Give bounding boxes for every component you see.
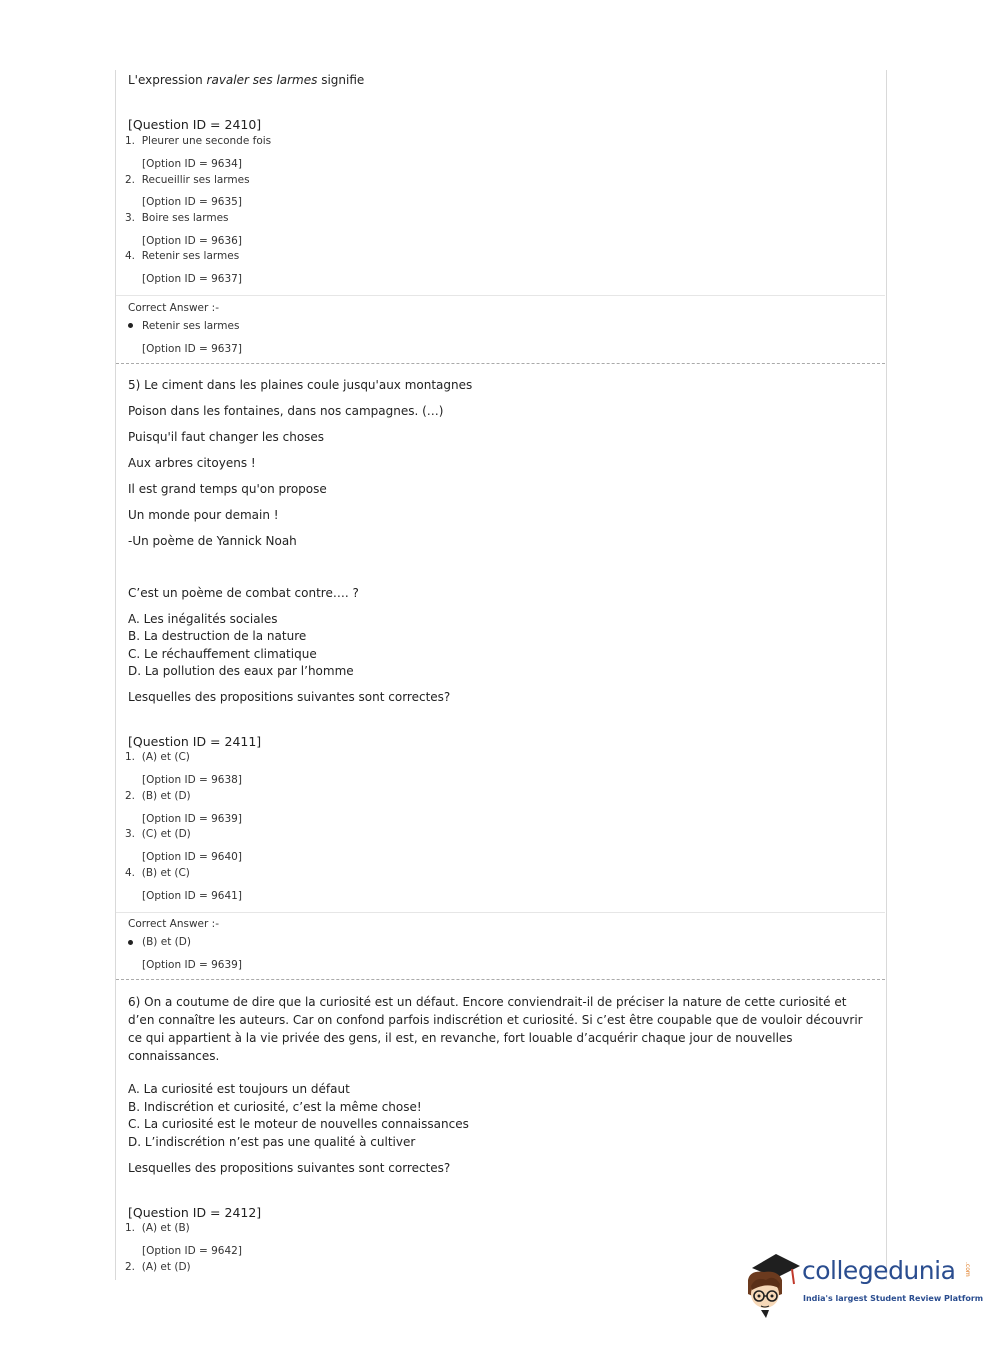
question-separator: [116, 979, 885, 980]
q4-correct-label: Correct Answer :-: [128, 302, 219, 314]
q6-statement-b: B. Indiscrétion et curiosité, c’est la même chose!: [128, 1100, 422, 1114]
q5-correct-label: Correct Answer :-: [128, 918, 219, 930]
q6-option-2: 2. (A) et (D): [125, 1261, 191, 1273]
q4-stem-prefix: L'expression: [128, 73, 207, 87]
q5-poem-author: -Un poème de Yannick Noah: [128, 534, 297, 548]
mascot-icon: [742, 1250, 802, 1320]
q6-prompt: Lesquelles des propositions suivantes sont correctes?: [128, 1161, 451, 1175]
q5-option-2: 2. (B) et (D): [125, 790, 191, 802]
q5-option-3: 3. (C) et (D): [125, 828, 191, 840]
q4-stem: [128, 73, 364, 87]
q4-option-1-id: [Option ID = 9634]: [142, 158, 242, 170]
q5-answer-divider: [116, 912, 885, 913]
q5-option-1: 1. (A) et (C): [125, 751, 190, 763]
q5-statement-a: A. Les inégalités sociales: [128, 612, 278, 626]
q5-question-id: [Question ID = 2411]: [128, 734, 262, 749]
q5-correct-id: [Option ID = 9639]: [142, 959, 242, 971]
q5-option-4-id: [Option ID = 9641]: [142, 890, 242, 902]
q6-statement-c: C. La curiosité est le moteur de nouvelles connaissances: [128, 1117, 469, 1131]
q5-poem-line-5: Il est grand temps qu'on propose: [128, 482, 327, 496]
q5-poem-line-6: Un monde pour demain !: [128, 508, 279, 522]
q5-bullet-icon: [128, 940, 133, 945]
q5-poem-line-3: Puisqu'il faut changer les choses: [128, 430, 325, 444]
logo-domain: .com: [964, 1262, 971, 1277]
q5-statement-b: B. La destruction de la nature: [128, 629, 307, 643]
q4-bullet-icon: [128, 323, 133, 328]
q5-correct-text: (B) et (D): [142, 936, 191, 948]
q5-option-4: 4. (B) et (C): [125, 867, 190, 879]
q5-question: C’est un poème de combat contre…. ?: [128, 586, 359, 600]
q5-poem-line-4: Aux arbres citoyens !: [128, 456, 256, 470]
q5-poem-line-1: 5) Le ciment dans les plaines coule jusqu'aux montagnes: [128, 378, 473, 392]
q4-answer-divider: [116, 295, 885, 296]
q5-option-1-id: [Option ID = 9638]: [142, 774, 242, 786]
q4-correct-id: [Option ID = 9637]: [142, 343, 242, 355]
q6-question-id: [Question ID = 2412]: [128, 1205, 262, 1220]
q5-option-2-id: [Option ID = 9639]: [142, 813, 242, 825]
q4-stem-italic: ravaler ses larmes: [206, 73, 318, 87]
q6-option-1-id: [Option ID = 9642]: [142, 1245, 242, 1257]
q4-option-4: 4. Retenir ses larmes: [125, 250, 240, 262]
q4-option-3: 3. Boire ses larmes: [125, 212, 229, 224]
logo-wordmark: collegedunia: [802, 1256, 956, 1285]
q4-option-3-id: [Option ID = 9636]: [142, 235, 242, 247]
q4-option-2: 2. Recueillir ses larmes: [125, 174, 250, 186]
q4-question-id: [Question ID = 2410]: [128, 117, 262, 132]
q4-correct-text: Retenir ses larmes: [142, 320, 240, 332]
q6-option-1: 1. (A) et (B): [125, 1222, 190, 1234]
q6-statement-d: D. L’indiscrétion n’est pas une qualité à cultiver: [128, 1135, 416, 1149]
q5-option-3-id: [Option ID = 9640]: [142, 851, 242, 863]
q6-statement-a: A. La curiosité est toujours un défaut: [128, 1082, 350, 1096]
q6-passage: 6) On a coutume de dire que la curiosité est un défaut. Encore conviendrait-il de préciser la nature de cette curiosité et d’en connaître les auteurs. Car on confond parfois indiscrétion et curiosité. Si c’est être coupable que de vouloir découvrir ce qui appartient à la vie privée des gens, il est, en revanche, fort louable d’acquérir chaque jour de nouvelles connaissances.: [128, 995, 863, 1063]
question-separator: [116, 363, 885, 364]
q5-statement-c: C. Le réchauffement climatique: [128, 647, 317, 661]
q5-statement-d: D. La pollution des eaux par l’homme: [128, 664, 354, 678]
q5-poem-line-2: Poison dans les fontaines, dans nos campagnes. (…): [128, 404, 444, 418]
collegedunia-logo[interactable]: [742, 1250, 984, 1320]
q4-option-4-id: [Option ID = 9637]: [142, 273, 242, 285]
q5-prompt: Lesquelles des propositions suivantes sont correctes?: [128, 690, 451, 704]
q4-stem-suffix: signifie: [317, 73, 365, 87]
q4-option-2-id: [Option ID = 9635]: [142, 196, 242, 208]
q4-option-1: 1. Pleurer une seconde fois: [125, 135, 272, 147]
logo-tagline: India's largest Student Review Platform: [803, 1294, 984, 1303]
